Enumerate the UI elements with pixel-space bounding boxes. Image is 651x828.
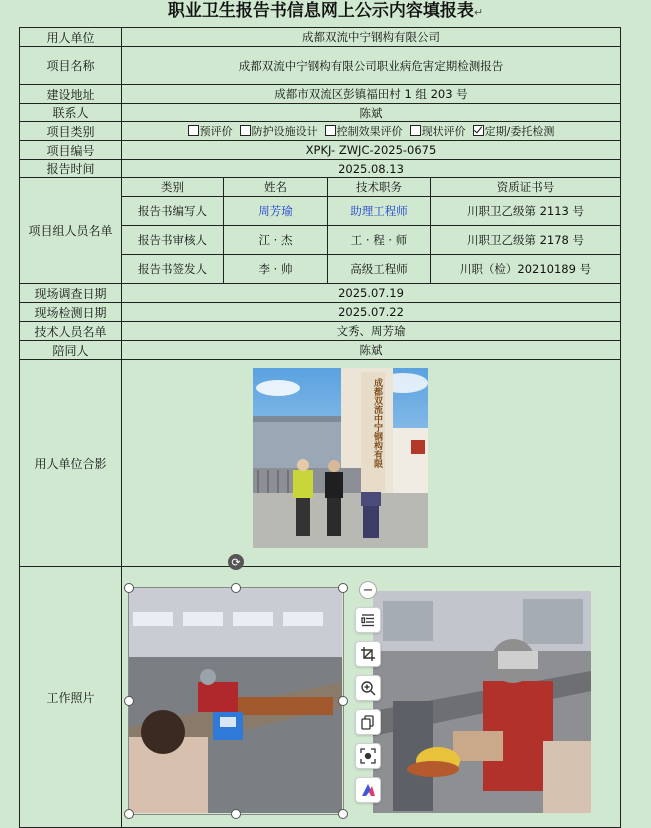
team-header-role: 类别 <box>122 178 224 197</box>
label-report-time: 报告时间 <box>20 160 122 178</box>
team-name[interactable]: 李 · 帅 <box>224 255 328 284</box>
crop-icon[interactable] <box>355 641 381 667</box>
team-role: 报告书审核人 <box>122 226 224 255</box>
project-type-options <box>122 122 621 141</box>
checkbox-status-evaluation[interactable]: 现状评价 <box>410 125 466 138</box>
label-project-name: 项目名称 <box>20 47 122 85</box>
value-survey-date[interactable]: 2025.07.19 <box>122 284 621 303</box>
checkbox-protection-design[interactable]: 防护设施设计 <box>240 125 318 138</box>
checkbox-control-effect[interactable]: 控制效果评价 <box>325 125 403 138</box>
value-address[interactable]: 成都市双流区彭镇福田村 1 组 203 号 <box>122 85 621 104</box>
value-contact[interactable]: 陈斌 <box>122 104 621 122</box>
group-photo[interactable] <box>253 368 428 548</box>
checkbox-pre-evaluation[interactable]: 预评价 <box>188 125 233 138</box>
ai-assist-icon[interactable] <box>355 777 381 803</box>
checkbox-icon <box>188 125 199 136</box>
resize-handle[interactable] <box>231 809 241 819</box>
resize-handle[interactable] <box>231 583 241 593</box>
value-report-time[interactable]: 2025.08.13 <box>122 160 621 178</box>
label-work-photos: 工作照片 <box>20 567 122 828</box>
resize-handle[interactable] <box>338 583 348 593</box>
selection-frame <box>128 587 344 815</box>
value-escort[interactable]: 陈斌 <box>122 341 621 360</box>
wrap-text-icon[interactable] <box>355 607 381 633</box>
label-group-photo: 用人单位合影 <box>20 360 122 567</box>
value-project-name[interactable]: 成都双流中宁钢构有限公司职业病危害定期检测报告 <box>122 47 621 85</box>
collapse-icon[interactable]: − <box>359 581 377 599</box>
label-survey-date: 现场调查日期 <box>20 284 122 303</box>
resize-handle[interactable] <box>338 809 348 819</box>
checkbox-periodic-testing[interactable]: 定期/委托检测 <box>473 125 555 138</box>
value-employer[interactable]: 成都双流中宁钢构有限公司 <box>122 28 621 47</box>
work-photo-2[interactable] <box>373 591 591 813</box>
work-photos-cell <box>122 555 621 828</box>
group-photo-cell <box>122 360 621 567</box>
team-title[interactable]: 工 · 程 · 师 <box>328 226 431 255</box>
work-photo-2-image <box>373 591 591 813</box>
checkbox-icon <box>410 125 421 136</box>
resize-handle[interactable] <box>338 696 348 706</box>
label-technicians: 技术人员名单 <box>20 322 122 341</box>
disclosure-form-table <box>19 27 621 828</box>
checkbox-icon <box>325 125 336 136</box>
team-name[interactable]: 周芳瑜 <box>224 197 328 226</box>
checked-checkbox-icon <box>473 125 484 136</box>
label-employer: 用人单位 <box>20 28 122 47</box>
team-cert[interactable]: 川职卫乙级第 2178 号 <box>431 226 621 255</box>
value-test-date[interactable]: 2025.07.22 <box>122 303 621 322</box>
rotate-handle-icon[interactable]: ⟳ <box>228 554 244 570</box>
team-header-name: 姓名 <box>224 178 328 197</box>
resize-handle[interactable] <box>124 809 134 819</box>
label-project-type: 项目类别 <box>20 122 122 141</box>
team-role: 报告书签发人 <box>122 255 224 284</box>
team-cert[interactable]: 川职（检）20210189 号 <box>431 255 621 284</box>
resize-handle[interactable] <box>124 696 134 706</box>
value-technicians[interactable]: 文秀、周芳瑜 <box>122 322 621 341</box>
team-role: 报告书编写人 <box>122 197 224 226</box>
label-address: 建设地址 <box>20 85 122 104</box>
team-cert[interactable]: 川职卫乙级第 2113 号 <box>431 197 621 226</box>
group-photo-image <box>253 368 428 548</box>
image-toolbar <box>355 581 381 811</box>
value-project-no[interactable]: XPKJ- ZWJC-2025-0675 <box>122 141 621 160</box>
checkbox-icon <box>240 125 251 136</box>
team-header-title: 技术职务 <box>328 178 431 197</box>
document-title: 职业卫生报告书信息网上公示内容填报表↵ <box>167 1 484 21</box>
zoom-in-icon[interactable] <box>355 675 381 701</box>
label-contact: 联系人 <box>20 104 122 122</box>
copy-icon[interactable] <box>355 709 381 735</box>
resize-handle[interactable] <box>124 583 134 593</box>
team-header-cert: 资质证书号 <box>431 178 621 197</box>
label-project-no: 项目编号 <box>20 141 122 160</box>
gate-sign-text: 成都双流中宁钢构有限 <box>372 378 382 468</box>
team-title[interactable]: 高级工程师 <box>328 255 431 284</box>
team-title[interactable]: 助理工程师 <box>328 197 431 226</box>
label-test-date: 现场检测日期 <box>20 303 122 322</box>
label-team: 项目组人员名单 <box>20 178 122 284</box>
label-escort: 陪同人 <box>20 341 122 360</box>
team-name[interactable]: 江 · 杰 <box>224 226 328 255</box>
image-recognize-icon[interactable] <box>355 743 381 769</box>
